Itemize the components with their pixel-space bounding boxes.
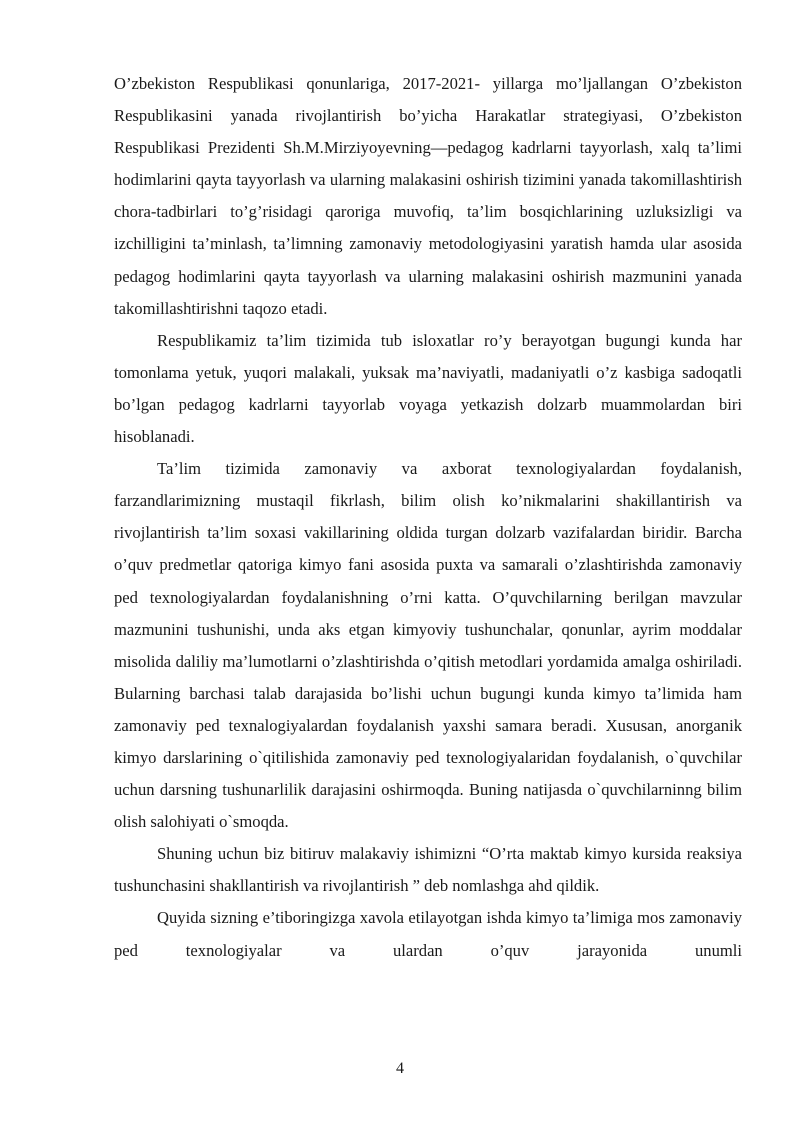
paragraph-4: Shuning uchun biz bitiruv malakaviy ishimizni “O’rta maktab kimyo kursida reaksiya tushunchasini shakllantirish va rivojlantirish ” deb nomlashga ahd qildik. (114, 844, 742, 896)
page-number: 4 (396, 1060, 404, 1077)
paragraph-3: Ta’lim tizimida zamonaviy va axborat texnologiyalardan foydalanish, farzandlarimizning mustaqil fikrlash, bilim olish ko’nikmalarini shakillantirish va rivojlantirish ta’lim soxasi vakillarining oldida turgan dolzarb vazifalardan biridir. Barcha o’quv predmetlar qatoriga kimyo fani asosida puxta va samarali o’zlashtirishda zamonaviy ped texnologiyalardan foydalanishning o’rni katta. O’quvchilarning berilgan mavzular mazmunini tushunishi, unda aks etgan kimyoviy tushunchalar, qonunlar, ayrim moddalar misolida daliliy ma’lumotlarni o’zlashtirishda o’qitish metodlari yordamida amalga oshiriladi. Bularning barchasi talab darajasida bo’lishi uchun bugungi kunda kimyo ta’limida ham zamonaviy ped texnalogiyalardan foydalanish yaxshi samara beradi. Xususan, anorganik kimyo darslarining o`qitilishida zamonaviy ped texnologiyalaridan foydalanish, o`quvchilar uchun darsning tushunarlilik darajasini oshirmoqda. Buning natijasda o`quvchilarninng bilim olish salohiyati o`smoqda. (114, 459, 742, 832)
paragraph-1: O’zbekiston Respublikasi qonunlariga, 2017-2021- yillarga mo’ljallangan O’zbekiston Respublikasini yanada rivojlantirish bo’yicha Harakatlar strategiyasi, O’zbekiston Respublikasi Prezidenti Sh.M.Mirziyoyevning―pedagog kadrlarni tayyorlash, xalq ta’limi hodimlarini qayta tayyorlash va ularning malakasini oshirish tizimini yanada takomillashtirish chora-tadbirlari to’g’risidagi qaroriga muvofiq, ta’lim bosqichlarining uzluksizligi va izchilligini ta’minlash, ta’limning zamonaviy metodologiyasini yaratish hamda ular asosida pedagog hodimlarini qayta tayyorlash va ularning malakasini oshirish mazmunini yanada takomillashtirishni taqozo etadi. (114, 74, 742, 318)
paragraph-2: Respublikamiz ta’lim tizimida tub isloxatlar ro’y berayotgan bugungi kunda har tomonlama yetuk, yuqori malakali, yuksak ma’naviyatli, madaniyatli o’z kasbiga sadoqatli bo’lgan pedagog kadrlarni tayyorlab voyaga yetkazish dolzarb muammolardan biri hisoblanadi. (114, 330, 742, 447)
paragraph-5: Quyida sizning e’tiboringizga xavola etilayotgan ishda kimyo ta’limiga mos zamonaviy ped texnologiyalar va ulardan o’quv jarayonida unumli (114, 908, 742, 960)
document-body (114, 68, 742, 967)
